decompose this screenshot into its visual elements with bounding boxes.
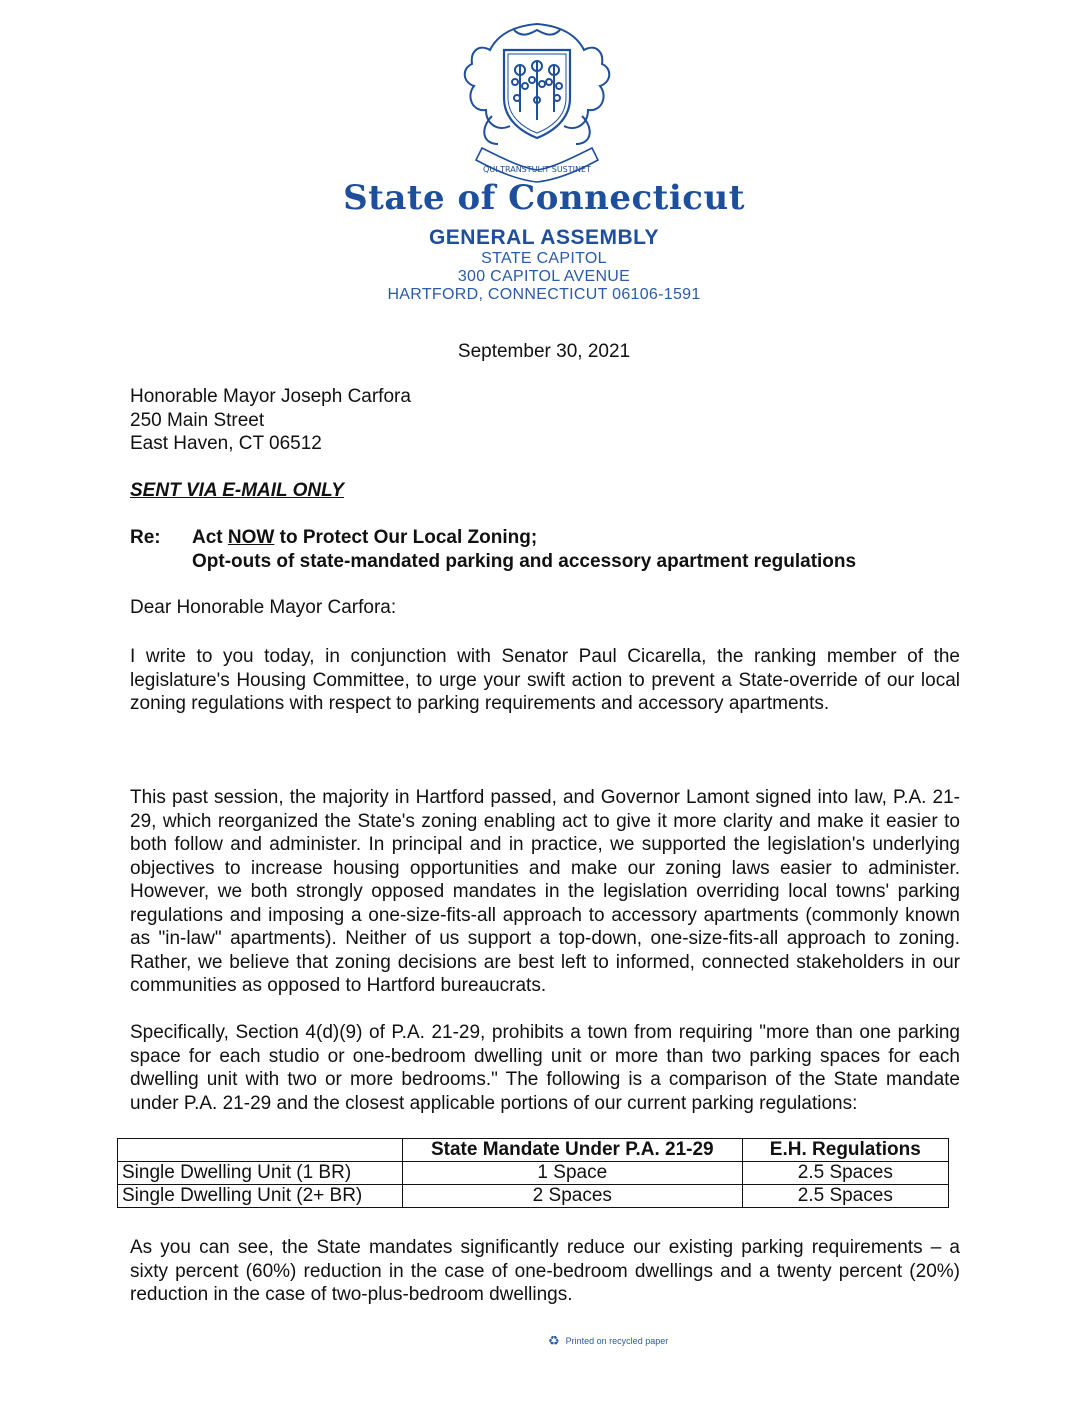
re-line1-end: to Protect Our Local Zoning;: [274, 527, 538, 548]
recipient-block: [130, 385, 411, 456]
re-line2: Opt-outs of state-mandated parking and accessory apartment regulations: [192, 550, 857, 572]
paragraph: Specifically, Section 4(d)(9) of P.A. 21-29, prohibits a town from requiring "more than one parking space for each studio or one-bedroom dwelling unit or more than two parking spaces for each dwelling unit with two or more bedrooms." The following is a comparison of the State mandate under P.A. 21-29 and the closest applicable portions of our current parking regulations:: [130, 1022, 960, 1114]
table-cell: 2 Spaces: [403, 1185, 743, 1208]
re-subject: [192, 526, 856, 573]
recycle-icon: ♻: [548, 1333, 560, 1348]
table-cell: 2.5 Spaces: [742, 1185, 948, 1208]
recipient-city: East Haven, CT 06512: [130, 433, 322, 454]
table-cell: Single Dwelling Unit (2+ BR): [118, 1185, 403, 1208]
table-header-cell: [118, 1139, 403, 1162]
table-cell: Single Dwelling Unit (1 BR): [118, 1162, 403, 1185]
letterhead-address-line: STATE CAPITOL: [481, 250, 607, 267]
parking-comparison-table: [117, 1138, 949, 1208]
footer-text: Printed on recycled paper: [565, 1336, 669, 1346]
seal-motto: QUI TRANSTULIT SUSTINET: [483, 165, 591, 174]
delivery-note: SENT VIA E-MAIL ONLY: [130, 480, 344, 501]
paragraph: I write to you today, in conjunction with Senator Paul Cicarella, the ranking member of the legislature's Housing Committee, to urge your swift action to prevent a State-override of our local zoning regulations with respect to parking requirements and accessory apartments.: [130, 646, 960, 714]
letter-date: September 30, 2021: [457, 341, 631, 362]
table-header-cell: State Mandate Under P.A. 21-29: [403, 1139, 743, 1162]
re-line1-start: Act: [192, 527, 228, 548]
re-label: Re:: [130, 527, 161, 548]
table-cell: 1 Space: [403, 1162, 743, 1185]
letterhead-state-title: State of Connecticut: [343, 178, 745, 218]
salutation: Dear Honorable Mayor Carfora:: [130, 597, 397, 618]
state-seal-icon: [452, 20, 622, 188]
recipient-street: 250 Main Street: [130, 409, 265, 431]
footer-note: [548, 1333, 668, 1349]
letterhead-assembly: GENERAL ASSEMBLY: [428, 226, 660, 249]
table-row: [118, 1185, 949, 1208]
recipient-name: Honorable Mayor Joseph Carfora: [130, 386, 411, 407]
table-row: [118, 1162, 949, 1185]
re-emphasis: NOW: [227, 527, 275, 548]
paragraph: This past session, the majority in Hartford passed, and Governor Lamont signed into law, P.A. 21-29, which reorganized the State's zoning enabling act to give it more clarity and make it easier to both follow and administer. In principal and in practice, we supported the legislation's underlying objectives to increase housing opportunities and make our zoning laws easier to administer. However, we both strongly opposed mandates in the legislation overriding local towns' parking regulations and imposing a one-size-fits-all approach to accessory apartments (commonly known as "in-law" apartments). Neither of us support a top-down, one-size-fits-all approach to zoning. Rather, we believe that zoning decisions are best left to informed, connected stakeholders in our communities as opposed to Hartford bureaucrats.: [130, 787, 960, 996]
table-header-row: [118, 1139, 949, 1162]
paragraph: As you can see, the State mandates significantly reduce our existing parking requirements – a sixty percent (60%) reduction in the case of one-bedroom dwellings and a twenty percent (20%) reduction in the case of two-plus-bedroom dwellings.: [130, 1237, 960, 1305]
table-cell: 2.5 Spaces: [742, 1162, 948, 1185]
letterhead-address-line: HARTFORD, CONNECTICUT 06106-1591: [387, 286, 701, 303]
letterhead-address-line: 300 CAPITOL AVENUE: [457, 268, 631, 285]
table-header-cell: E.H. Regulations: [742, 1139, 948, 1162]
